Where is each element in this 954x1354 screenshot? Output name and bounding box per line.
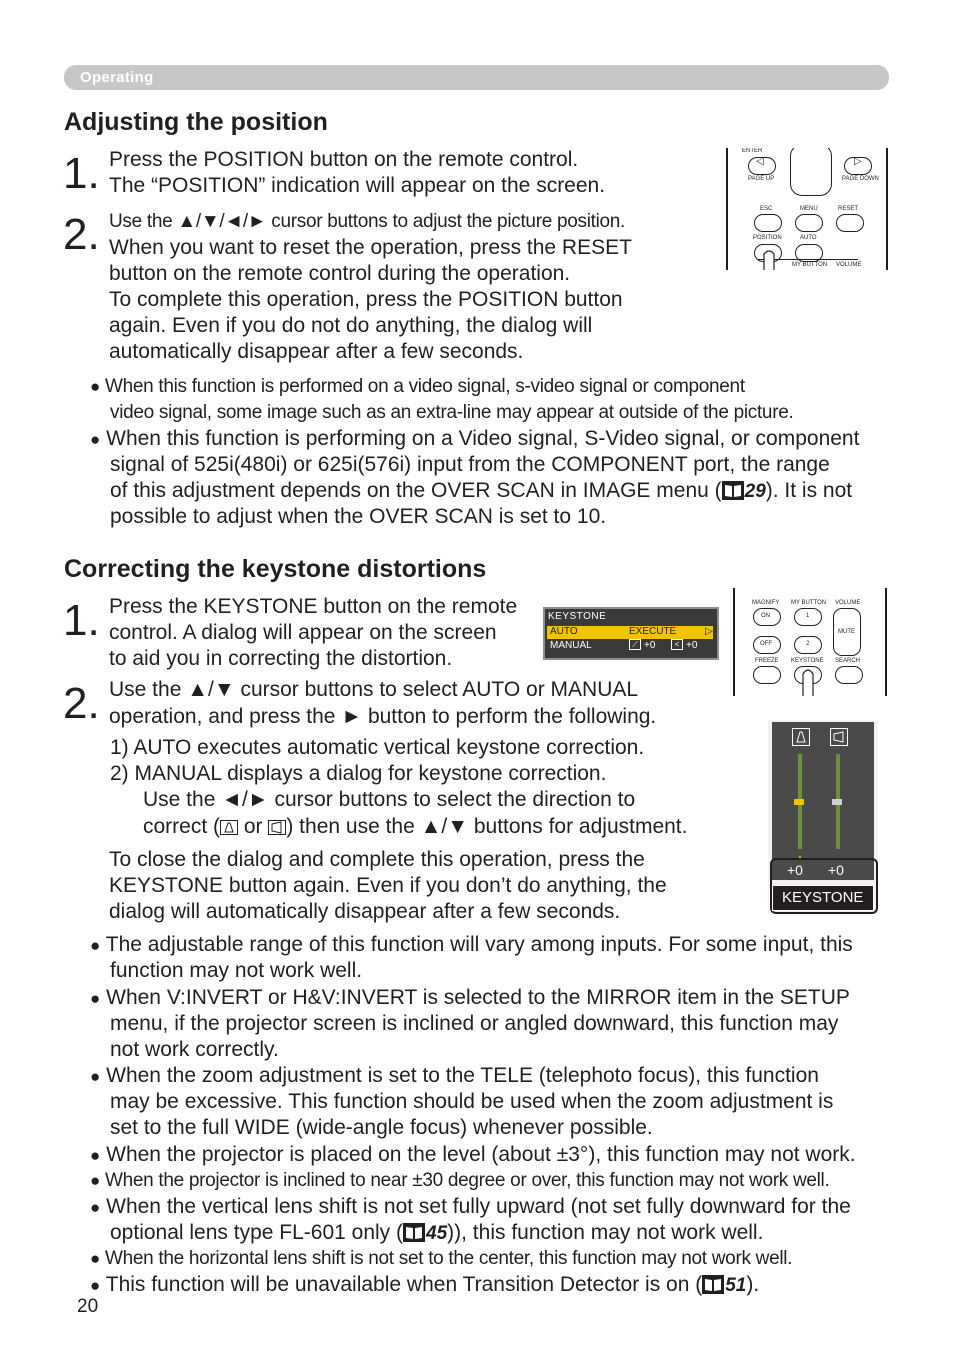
finger-icon	[756, 248, 782, 270]
remote-control-keystone-illustration	[733, 588, 887, 696]
keystone-sub-1: 1) AUTO executes automatic vertical keystone correction.	[110, 736, 645, 759]
enter-label: ENTER	[742, 148, 763, 154]
position-step1-line: The “POSITION” indication will appear on the screen.	[109, 174, 606, 197]
freeze-label: FREEZE	[755, 658, 779, 664]
vertical-keystone-value: +0	[644, 640, 656, 651]
esc-label: ESC	[760, 206, 773, 212]
search-label: SEARCH	[835, 658, 861, 664]
position-note-2-cont: possible to adjust when the OVER SCAN is set to 10.	[110, 505, 607, 528]
page-down-button: ▷	[844, 157, 872, 175]
position-note-2: ● When this function is performing on a Video signal, S-Video signal, or component	[90, 427, 860, 450]
reset-label: RESET	[838, 206, 859, 212]
keystone-sub-2: 2) MANUAL displays a dialog for keystone correction.	[110, 762, 607, 785]
keystone-note-7: ● When the horizontal lens shift is not set to the center, this function may not work well.	[90, 1248, 793, 1269]
keystone-step2-line: operation, and press the ► button to perform the following.	[109, 705, 657, 728]
search-button	[835, 666, 863, 684]
keystone-note-2-cont: menu, if the projector screen is inclined or angled downward, this function may	[110, 1012, 839, 1035]
my-button-1: 1	[794, 608, 822, 626]
keystone-close-line: dialog will automatically disappear after a few seconds.	[109, 900, 621, 923]
position-step1-number: 1.	[63, 149, 100, 198]
position-step2-line: Use the ▲/▼/◄/► cursor buttons to adjust the picture position.	[109, 211, 626, 232]
keystone-note-6-cont: optional lens type FL-601 only ( 45)), this function may not work well.	[110, 1221, 764, 1244]
position-label: POSITION	[753, 235, 782, 241]
horizontal-keystone-icon	[830, 728, 848, 746]
section-header-bar	[64, 65, 889, 90]
keystone-note-2: ● When V:INVERT or H&V:INVERT is selected to the MIRROR item in the SETUP	[90, 986, 850, 1009]
keystone-step1-line: to aid you in correcting the distortion.	[109, 647, 453, 670]
magnify-off-button: OFF	[753, 636, 781, 654]
reset-button	[836, 214, 864, 232]
vertical-keystone-icon	[792, 728, 810, 746]
volume-label: VOLUME	[835, 600, 861, 606]
arrow-right-icon: ▷	[705, 626, 713, 637]
vertical-keystone-icon	[220, 820, 238, 835]
menu-label: MENU	[800, 206, 818, 212]
page-reference-number[interactable]: 45	[426, 1223, 448, 1244]
freeze-button	[753, 666, 781, 684]
keystone-close-line: KEYSTONE button again. Even if you don’t do anything, the	[109, 874, 667, 897]
menu-button	[795, 214, 823, 232]
page-reference-number[interactable]: 29	[744, 481, 766, 502]
position-step2-line: When you want to reset the operation, press the RESET	[109, 236, 632, 259]
execute-option: EXECUTE	[629, 626, 677, 637]
horizontal-keystone-value: +0	[686, 640, 698, 651]
keystone-step1-line: control. A dialog will appear on the screen	[109, 621, 497, 644]
horizontal-value: +0	[828, 862, 844, 878]
keystone-note-5: ● When the projector is inclined to near ±30 degree or over, this function may not work well.	[90, 1170, 830, 1191]
horizontal-keystone-icon	[268, 820, 286, 835]
keystone-step1-line: Press the KEYSTONE button on the remote	[109, 595, 518, 618]
keystone-step2-number: 2.	[63, 679, 100, 728]
position-note-2-cont: of this adjustment depends on the OVER SCAN in IMAGE menu ( 29). It is not	[110, 479, 853, 502]
my-button-2: 2	[794, 636, 822, 654]
enter-rocker	[790, 148, 832, 196]
keystone-sub-2-cont: correct ( or ) then use the ▲/▼ buttons for adjustment.	[143, 815, 688, 838]
page-down-label: PAGE DOWN	[842, 176, 879, 182]
page-number: 20	[77, 1296, 99, 1317]
page-reference-number[interactable]: 51	[725, 1275, 747, 1296]
keystone-note-1-cont: function may not work well.	[110, 959, 363, 982]
horizontal-slider-thumb[interactable]	[832, 799, 842, 805]
position-note-2-cont: signal of 525i(480i) or 625i(576i) input from the COMPONENT port, the range	[110, 453, 830, 476]
keystone-menu-title: KEYSTONE	[548, 611, 607, 622]
position-step2-line: automatically disappear after a few seconds.	[109, 340, 524, 363]
vertical-slider-thumb[interactable]	[794, 799, 804, 805]
page-up-label: PAGE UP	[748, 176, 775, 182]
selected-arrow-icon: ▲	[796, 853, 804, 862]
volume-rocker: MUTE	[833, 608, 861, 656]
position-step2-line: To complete this operation, press the POSITION button	[109, 288, 623, 311]
keystone-label: KEYSTONE	[791, 658, 824, 664]
keystone-heading: Correcting the keystone distortions	[64, 555, 487, 583]
vertical-keystone-icon: ⟋	[629, 639, 641, 650]
page-up-button: ◁	[748, 157, 776, 175]
keystone-note-3: ● When the zoom adjustment is set to the TELE (telephoto focus), this function	[90, 1064, 819, 1087]
auto-label: AUTO	[800, 235, 817, 241]
keystone-step1-number: 1.	[63, 596, 100, 645]
position-heading: Adjusting the position	[64, 108, 328, 136]
volume-label: VOLUME	[836, 262, 862, 268]
auto-option: AUTO	[550, 626, 578, 637]
keystone-dialog-screenshot	[768, 720, 878, 913]
my-button-label: MY BUTTON	[791, 600, 827, 606]
remote-control-position-illustration	[726, 148, 888, 270]
keystone-dialog-label-box	[772, 885, 874, 911]
horizontal-keystone-icon: <	[671, 639, 683, 650]
page-reference-icon	[702, 1275, 724, 1294]
finger-icon	[795, 666, 821, 696]
keystone-note-6: ● When the vertical lens shift is not set fully upward (not set fully downward for the	[90, 1195, 851, 1218]
esc-button	[754, 214, 782, 232]
magnify-label: MAGNIFY	[752, 600, 780, 606]
keystone-note-4: ● When the projector is placed on the level (about ±3°), this function may not work.	[90, 1143, 856, 1166]
magnify-on-button: ON	[753, 608, 781, 626]
section-header-label: Operating	[80, 69, 154, 86]
keystone-menu-manual-row[interactable]	[547, 640, 713, 653]
keystone-note-3-cont: may be excessive. This function should be used when the zoom adjustment is	[110, 1090, 834, 1113]
keystone-note-2-cont: not work correctly.	[110, 1038, 279, 1061]
keystone-close-line: To close the dialog and complete this operation, press the	[109, 848, 645, 871]
position-step2-line: again. Even if you do not do anything, the dialog will	[109, 314, 593, 337]
position-step1-line: Press the POSITION button on the remote control.	[109, 148, 579, 171]
keystone-menu-screenshot	[543, 607, 719, 660]
keystone-menu-auto-row[interactable]	[547, 626, 713, 639]
position-step2-line: button on the remote control during the operation.	[109, 262, 571, 285]
position-note-1-cont: video signal, some image such as an extra-line may appear at outside of the picture.	[110, 402, 794, 423]
keystone-sub-2-cont: Use the ◄/► cursor buttons to select the direction to	[143, 788, 636, 811]
keystone-dialog-panel	[772, 722, 874, 880]
keystone-note-3-cont: set to the full WIDE (wide-angle focus) whenever possible.	[110, 1116, 653, 1139]
vertical-value: +0	[787, 862, 803, 878]
keystone-note-8: ● This function will be unavailable when Transition Detector is on ( 51).	[90, 1273, 760, 1296]
keystone-dialog-label: KEYSTONE	[782, 889, 864, 906]
keystone-step2-line: Use the ▲/▼ cursor buttons to select AUTO or MANUAL	[109, 678, 639, 701]
position-step2-number: 2.	[63, 210, 100, 259]
manual-option: MANUAL	[550, 640, 592, 651]
keystone-note-1: ● The adjustable range of this function will vary among inputs. For some input, this	[90, 933, 853, 956]
page-reference-icon	[403, 1223, 425, 1242]
page-reference-icon	[722, 481, 744, 500]
position-note-1: ● When this function is performed on a video signal, s-video signal or component	[90, 376, 745, 397]
my-button-label: MY BUTTON	[792, 262, 828, 268]
